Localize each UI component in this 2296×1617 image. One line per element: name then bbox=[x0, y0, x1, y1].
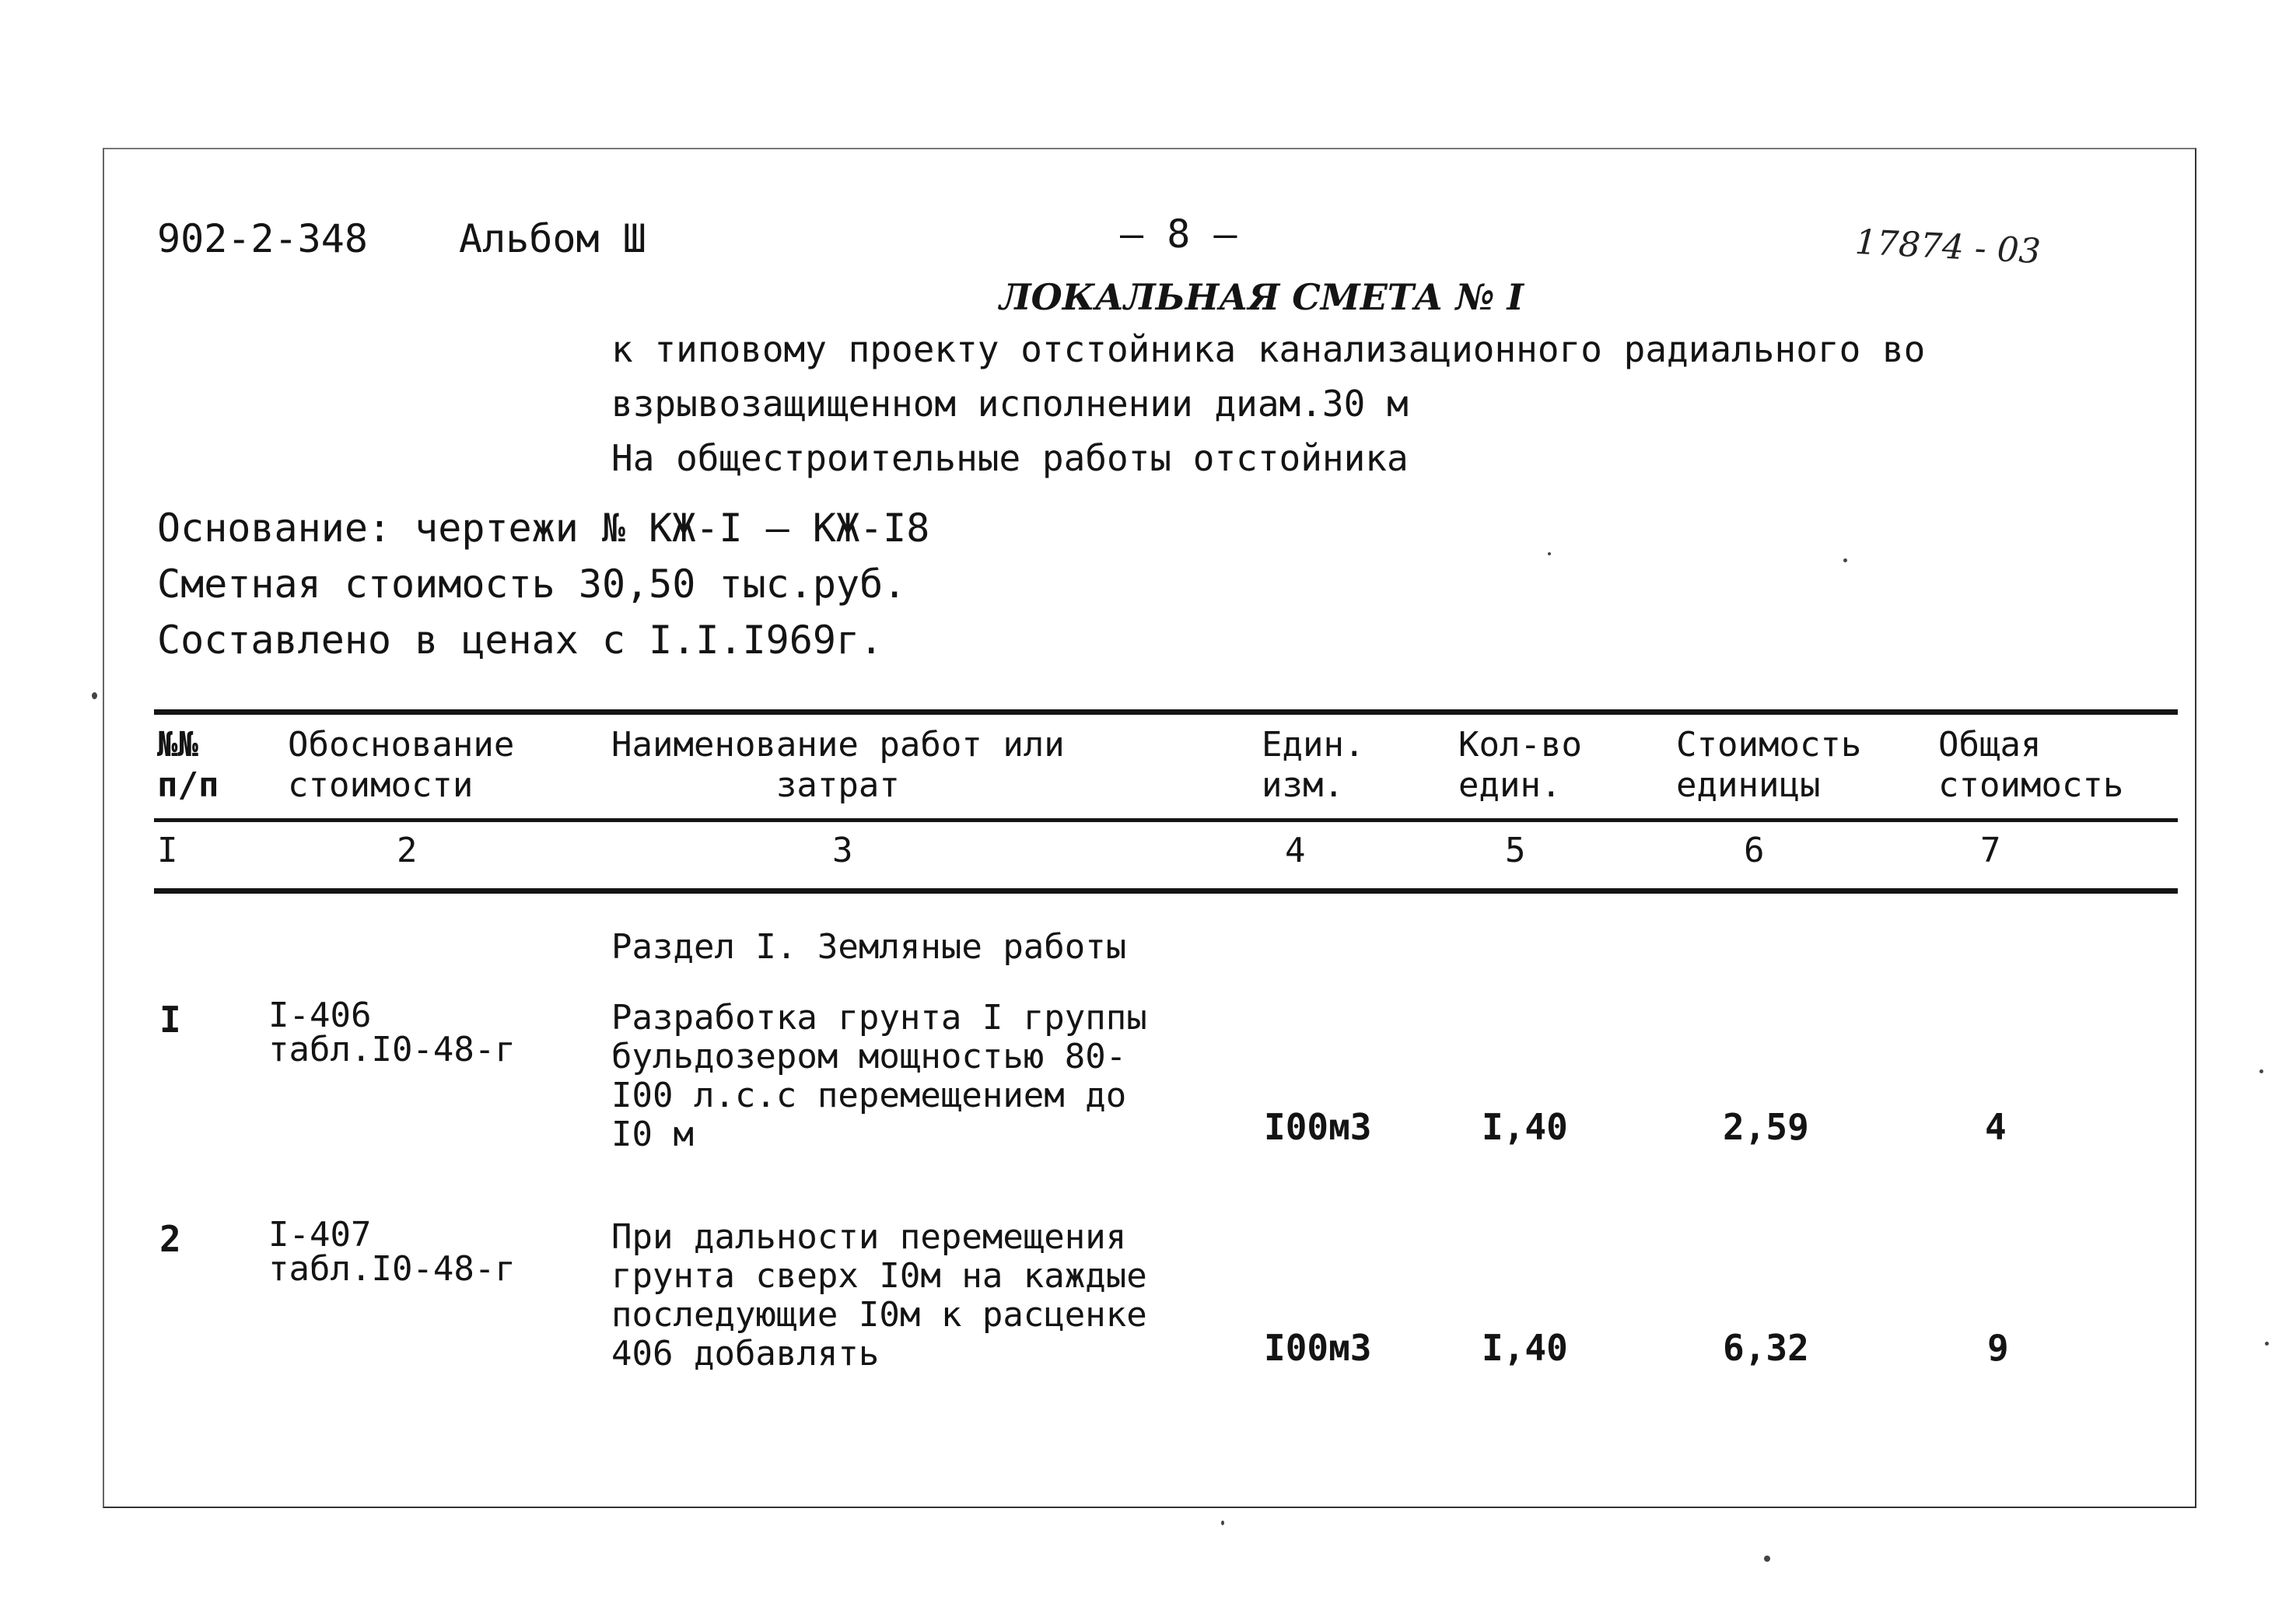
scan-speck bbox=[1548, 552, 1551, 555]
header-col7: Общая стоимость bbox=[1938, 725, 2124, 805]
row-1-basis: I-406 табл.I0-48-г bbox=[268, 996, 516, 1069]
scan-speck bbox=[1221, 1521, 1224, 1525]
col-number-4: 4 bbox=[1285, 831, 1306, 870]
header-col2: Обоснование стоимости bbox=[288, 725, 515, 805]
col-numbers-rule bbox=[154, 888, 2178, 894]
row-1-num: I bbox=[159, 999, 181, 1041]
scan-speck bbox=[92, 692, 97, 699]
row-2-unit-cost: 6,32 bbox=[1723, 1327, 1809, 1369]
header-col1: №№ п/п bbox=[157, 725, 219, 805]
col-number-2: 2 bbox=[397, 831, 418, 870]
header-col3: Наименование работ или затрат bbox=[611, 725, 1065, 805]
doc-code: 902-2-348 bbox=[157, 216, 368, 261]
col-number-6: 6 bbox=[1744, 831, 1765, 870]
col-number-7: 7 bbox=[1980, 831, 2001, 870]
cost-line: Сметная стоимость 30,50 тыс.руб. bbox=[157, 562, 907, 607]
prices-line: Составлено в ценах с I.I.I969г. bbox=[157, 618, 884, 663]
col-number-1: I bbox=[157, 831, 178, 870]
table-top-rule bbox=[154, 709, 2178, 715]
title-line-1: к типовому проекту отстойника канализационного радиального во bbox=[611, 328, 1926, 370]
page-number: – 8 – bbox=[1120, 212, 1237, 257]
row-2-total: 9 bbox=[1987, 1327, 2009, 1369]
col-number-5: 5 bbox=[1505, 831, 1526, 870]
scan-speck bbox=[1764, 1556, 1770, 1562]
row-1-qty: I,40 bbox=[1482, 1106, 1568, 1148]
header-col4: Един. изм. bbox=[1262, 725, 1365, 805]
row-1-unit-cost: 2,59 bbox=[1723, 1106, 1809, 1148]
row-2-unit: I00м3 bbox=[1264, 1327, 1372, 1369]
row-2-qty: I,40 bbox=[1482, 1327, 1568, 1369]
title-line-3: На общестроительные работы отстойника bbox=[611, 437, 1409, 479]
estimate-title: ЛОКАЛЬНАЯ СМЕТА № I bbox=[999, 276, 1524, 318]
row-2-basis: I-407 табл.I0-48-г bbox=[268, 1215, 516, 1289]
header-col6: Стоимость единицы bbox=[1676, 725, 1862, 805]
row-1-name: Разработка грунта I группы бульдозером мощностью 80- I00 л.с.с перемещением до I0 м bbox=[611, 998, 1147, 1154]
title-line-2: взрывозащищенном исполнении диам.30 м bbox=[611, 383, 1409, 425]
scan-speck bbox=[2265, 1342, 2269, 1346]
archive-number: 17874 - 03 bbox=[1853, 222, 2042, 272]
header-col5: Кол-во един. bbox=[1458, 725, 1582, 805]
row-2-num: 2 bbox=[159, 1218, 181, 1260]
col-number-3: 3 bbox=[832, 831, 853, 870]
row-2-name: При дальности перемещения грунта сверх I0м на каждые последующие I0м к расценке 406 добавлять bbox=[611, 1217, 1147, 1374]
album-label: Альбом Ш bbox=[459, 216, 646, 261]
row-1-unit: I00м3 bbox=[1264, 1106, 1372, 1148]
scan-speck bbox=[1843, 558, 1847, 562]
basis-line: Основание: чертежи № КЖ-I – КЖ-I8 bbox=[157, 506, 930, 551]
header-bottom-rule bbox=[154, 818, 2178, 822]
row-1-total: 4 bbox=[1985, 1106, 2007, 1148]
scan-speck bbox=[2259, 1069, 2263, 1073]
section-heading: Раздел I. Земляные работы bbox=[611, 927, 1127, 967]
